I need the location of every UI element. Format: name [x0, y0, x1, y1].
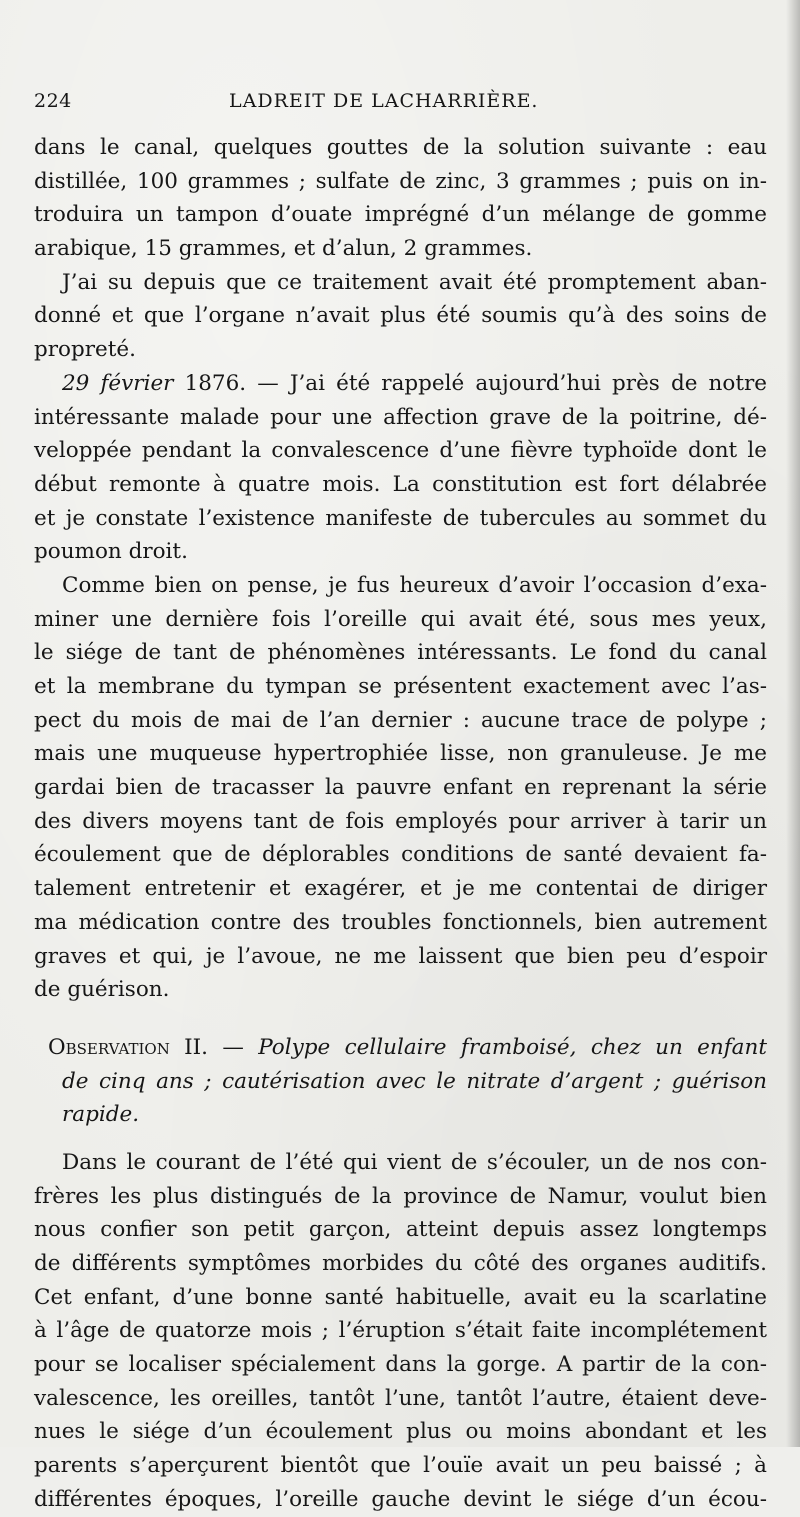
text-line: Comme bien on pense, je fus heureux d’avoir l’occasion d’exa- [62, 572, 767, 598]
text-line: pour se localiser spécialement dans la gorge. A partir de la con- [34, 1352, 767, 1378]
text-line: valescence, les oreilles, tantôt l’une, tantôt l’autre, étaient deve- [34, 1385, 767, 1411]
date-italic: 29 février [62, 370, 174, 396]
text-line: écoulement que de déplorables conditions de santé devaient fa- [34, 842, 767, 868]
text-line: et je constate l’existence manifeste de tubercules au sommet du [34, 505, 767, 531]
text-line: distillée, 100 grammes ; sulfate de zinc, 3 grammes ; puis on in- [34, 168, 767, 194]
date-rest: 1876. — J’ai été rappelé aujourd’hui près de notre [173, 370, 767, 396]
text-line: troduira un tampon d’ouate imprégné d’un mélange de gomme [34, 202, 767, 228]
text-line: gardai bien de tracasser la pauvre enfant en reprenant la série [34, 775, 767, 801]
paragraph-5 [34, 1146, 767, 1517]
text-line: de guérison. [34, 977, 170, 1003]
text-line: intéressante malade pour une affection grave de la poitrine, dé- [34, 404, 767, 430]
text-line: propreté. [34, 337, 136, 363]
text-line: frères les plus distingués de la province de Namur, voulut bien [34, 1183, 767, 1209]
running-head: LADREIT DE LACHARRIÈRE. [229, 90, 539, 112]
section-spacer [34, 1007, 767, 1031]
text-line: mais une muqueuse hypertrophiée lisse, non granuleuse. Je me [34, 741, 767, 767]
text-line: début remonte à quatre mois. La constitution est fort délabrée [34, 471, 767, 497]
section-spacer [34, 1132, 767, 1146]
paragraph-4 [34, 569, 767, 1007]
text-line: miner une dernière fois l’oreille qui avait été, sous mes yeux, [34, 606, 767, 632]
text-line [34, 1065, 767, 1099]
text-line [34, 367, 767, 401]
text-line [34, 1098, 767, 1132]
observation-label: Observation [48, 1034, 170, 1060]
text-line: donné et que l’organe n’avait plus été soumis qu’à des soins de [34, 303, 767, 329]
paragraph-1 [34, 131, 767, 266]
text-line: nues le siége d’un écoulement plus ou moins abondant et les [34, 1419, 767, 1445]
text-line: graves et qui, je l’avoue, ne me laissent que bien peu d’espoir [34, 943, 767, 969]
text-line: pect du mois de mai de l’an dernier : aucune trace de polype ; [34, 707, 767, 733]
text-line: à l’âge de quatorze mois ; l’éruption s’était faite incomplétement [34, 1318, 767, 1344]
observation-number: II. — [169, 1034, 259, 1060]
paragraph-3 [34, 367, 767, 569]
text-line: parents s’aperçurent bientôt que l’ouïe avait un peu baissé ; à [34, 1453, 767, 1479]
text-line: le siége de tant de phénomènes intéressants. Le fond du canal [34, 640, 767, 666]
observation-title: de cinq ans ; cautérisation avec le nitrate d’argent ; guérison [62, 1068, 767, 1094]
text-line: Dans le courant de l’été qui vient de s’écouler, un de nos con- [62, 1149, 767, 1175]
paragraph-2 [34, 266, 767, 367]
text-line: arabique, 15 grammes, et d’alun, 2 grammes. [34, 236, 533, 262]
text-line: veloppée pendant la convalescence d’une fièvre typhoïde dont le [34, 438, 767, 464]
text-line: nous confier son petit garçon, atteint depuis assez longtemps [34, 1217, 767, 1243]
text-line: ma médication contre des troubles fonctionnels, bien autrement [34, 909, 767, 935]
text-line: de différents symptômes morbides du côté des organes auditifs. [34, 1251, 767, 1276]
text-line [34, 1031, 767, 1065]
page-number: 224 [34, 90, 72, 112]
page-header [34, 90, 774, 120]
observation-heading [34, 1031, 767, 1132]
text-line: dans le canal, quelques gouttes de la solution suivante : eau [34, 135, 767, 160]
text-line: talement entretenir et exagérer, et je me contentai de diriger [34, 876, 767, 902]
text-line: et la membrane du tympan se présentent exactement avec l’as- [34, 674, 767, 699]
text-line: poumon droit. [34, 539, 188, 565]
body-text [34, 131, 767, 1517]
page-edge-shadow [786, 0, 800, 1447]
text-line: des divers moyens tant de fois employés pour arriver à tarir un [34, 808, 767, 834]
text-line: J’ai su depuis que ce traitement avait été promptement aban- [62, 269, 767, 295]
text-line: différentes époques, l’oreille gauche devint le siége d’un écou- [34, 1486, 767, 1512]
observation-title: Polype cellulaire framboisé, chez un enfant [258, 1034, 767, 1060]
observation-title: rapide. [62, 1102, 140, 1128]
text-line: Cet enfant, d’une bonne santé habituelle, avait eu la scarlatine [34, 1284, 767, 1310]
